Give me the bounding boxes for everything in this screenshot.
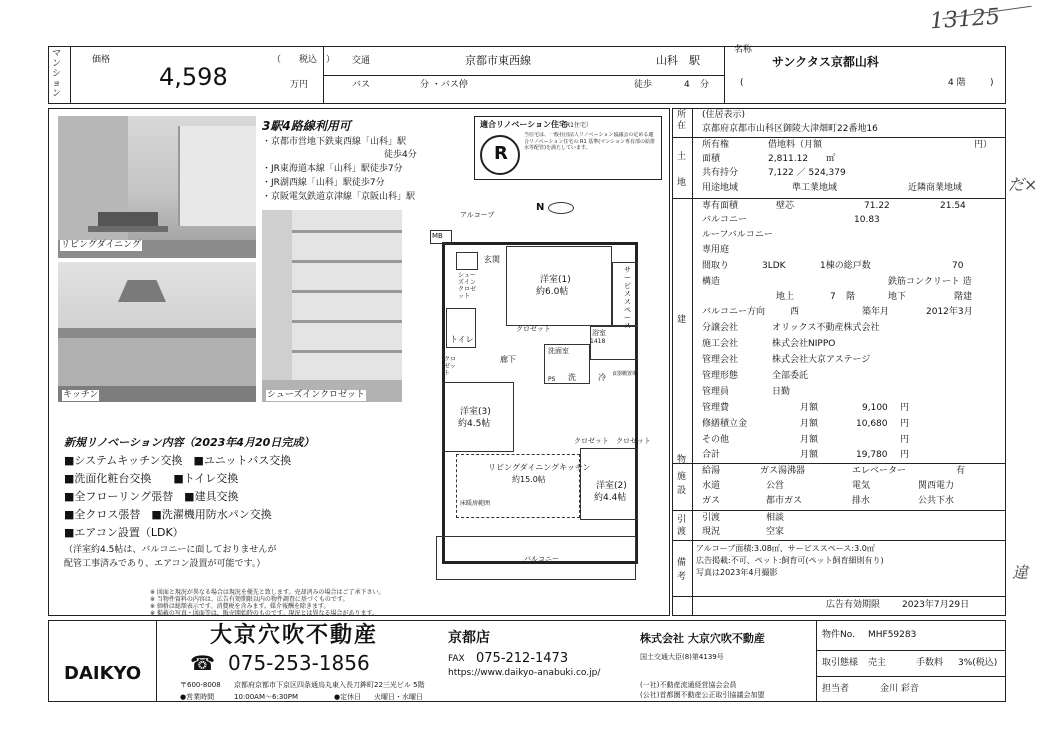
reserve-value: 10,680 — [856, 419, 888, 429]
fridge-label: 冷 — [598, 373, 606, 382]
branch-name: 京都店 — [448, 630, 490, 646]
hours-label: ●営業時間 — [180, 693, 215, 701]
share-value: 7,122 ／ 524,379 — [768, 168, 846, 178]
remarks-label: 備考 — [677, 558, 687, 582]
floor-text: 4 階 — [948, 78, 966, 88]
land-area-label: 面積 — [702, 154, 721, 164]
badge-description: 当住宅は、一般社団法人リノベーション協議会の定める適合リノベーション住宅の R1 基準(マンション専有部の給排水等配管)を満たしています。 — [524, 132, 655, 151]
website-url[interactable]: https://www.daikyo-anabuki.co.jp/ — [448, 668, 601, 678]
staff-value: 日勤 — [772, 387, 791, 397]
line-name: 京都市東西線 — [465, 54, 531, 67]
disclaimer-line: ※ 当物件資料の内容は、広告有効期限以内の物件調査に基づくものです。 — [150, 596, 349, 603]
remarks-line: 広告掲載:不可、ペット:飼育可(ペット飼育細則有り) — [696, 556, 884, 565]
handover-value: 相談 — [766, 513, 785, 523]
corp-name: 株式会社 大京穴吹不動産 — [640, 632, 765, 645]
reserve-monthly: 月額 — [800, 419, 819, 429]
washroom-label: 洗面室 — [548, 347, 569, 355]
renovation-item: ■全クロス張替 ■洗濯機用防水パン交換 — [64, 508, 272, 521]
photo-living-caption: リビングダイニング — [61, 240, 141, 250]
badge-mark: R — [494, 143, 508, 164]
total-monthly: 月額 — [800, 450, 819, 460]
remarks-line: アルコーブ面積:3.08㎡、サービススペース:3.0㎡ — [696, 544, 875, 553]
hotwater-label: 給湯 — [702, 466, 721, 476]
mgmt-type-label: 管理形態 — [702, 371, 739, 381]
room-1-size: 約6.0帖 — [536, 287, 569, 297]
closet-label: クロゼット — [516, 325, 551, 333]
property-name: サンクタス京都山科 — [772, 55, 879, 69]
building-label: 建物 — [677, 315, 687, 465]
share-label: 共有持分 — [702, 168, 739, 178]
expiry-value: 2023年7月29日 — [902, 600, 970, 610]
remarks-line: 写真は2023年4月撮影 — [696, 568, 778, 577]
other-yen: 円 — [900, 435, 910, 445]
photo-kitchen — [58, 262, 256, 402]
direction-label: バルコニー方向 — [702, 307, 766, 317]
property-type-label: マンション — [52, 49, 62, 99]
transport-label: 交通 — [352, 56, 371, 66]
room-1-label: 洋室(1) — [540, 275, 571, 285]
elevator-label: エレベーター — [852, 466, 907, 476]
commission-value: 3%(税込) — [958, 658, 998, 668]
electric-value: 関西電力 — [918, 481, 955, 491]
north-arrow-icon — [548, 202, 574, 214]
floor-area-label: 専有面積 — [702, 201, 739, 211]
person-value: 金川 彩音 — [880, 684, 919, 694]
floor-plan — [430, 196, 668, 588]
below-label: 地下 — [888, 292, 907, 302]
elevator-value: 有 — [956, 466, 966, 476]
bus-label: バス — [352, 80, 371, 90]
garden-label: 専用庭 — [702, 245, 730, 255]
built-label: 築年月 — [862, 307, 890, 317]
holiday-value: 火曜日・水曜日 — [374, 693, 423, 701]
balcony-label: バルコニー — [702, 215, 748, 225]
room-2-label: 洋室(2) — [596, 481, 627, 491]
closet-label: クロゼット — [444, 356, 457, 377]
association-1: (一社)不動産流通経営協会会員 — [640, 681, 737, 689]
floor-area-m2: 71.22 — [864, 201, 890, 211]
floor-area-tsubo: 21.54 — [940, 201, 966, 211]
bus-text: 分 ・バス停 — [420, 80, 468, 90]
water-label: 水道 — [702, 481, 721, 491]
shoes-closet-label: シューズインクロゼット — [458, 272, 477, 300]
item-no-label: 物件No. — [822, 630, 855, 640]
disclaimer-line: ※ 図面と現況が異なる場合は現況を優先と致します。売却済みの場合はご了承下さい。 — [150, 589, 385, 596]
hotwater-value: ガス湯沸器 — [760, 466, 806, 476]
zoning-label: 用途地域 — [702, 183, 739, 193]
entrance-label: 玄関 — [484, 255, 500, 264]
promo-headline: 3駅4路線利用可 — [262, 119, 351, 133]
expiry-label: 広告有効期限 — [826, 600, 881, 610]
walk-label: 徒歩 — [634, 80, 653, 90]
floors-unit: 階 — [846, 292, 856, 302]
renovation-title: 新規リノベーション内容（2023年4月20日完成） — [64, 436, 315, 449]
promo-line: ・JR東海道本線「山科」駅徒歩7分 — [262, 164, 403, 174]
layout-label: 間取り — [702, 261, 730, 271]
units-label: 1棟の総戸数 — [820, 261, 871, 271]
fax-label: FAX — [448, 654, 465, 664]
room-3-size: 約4.5帖 — [458, 419, 491, 429]
promo-line: ・JR湖西線「山科」駅徒歩7分 — [262, 178, 385, 188]
manager-value: 株式会社大京アステージ — [772, 355, 871, 365]
ownership-label: 所有権 — [702, 140, 730, 150]
total-yen: 円 — [900, 450, 910, 460]
structure-label: 構造 — [702, 277, 721, 287]
zip-code: 〒600-8008 — [180, 681, 221, 689]
location-label: 所在 — [677, 110, 687, 131]
balcony-label: バルコニー — [524, 555, 559, 563]
renovation-item: ■システムキッチン交換 ■ユニットバス交換 — [64, 454, 292, 467]
location-note: (住居表示) — [702, 110, 746, 120]
disclaimer-line: ※ 掲載の写真・図面等は、販売開始時のものです。現況とは異なる場合があります。 — [150, 610, 378, 617]
walk-minutes: 4 — [684, 80, 690, 90]
manager-label: 管理会社 — [702, 355, 739, 365]
badge-title: 適合リノベーション住宅 — [480, 120, 568, 129]
renovation-item: ■全フローリング張替 ■建具交換 — [64, 490, 239, 503]
ownership-unit: 円） — [974, 140, 993, 150]
service-space-label: サービススペース — [624, 266, 631, 330]
room-2-size: 約4.4帖 — [594, 493, 627, 503]
deal-value: 売主 — [868, 658, 887, 668]
handwritten-mark: だ× — [1008, 175, 1038, 194]
total-label: 合計 — [702, 450, 721, 460]
washer-label: 洗 — [568, 373, 576, 382]
photo-living — [58, 116, 256, 258]
renovation-note: （洋室約4.5帖は、バルコニーに面しておりませんが — [64, 545, 277, 555]
item-no-value: MHF59283 — [868, 630, 917, 640]
seller-value: オリックス不動産株式会社 — [772, 323, 880, 333]
price-unit: 万円 — [290, 80, 309, 90]
seller-label: 分譲会社 — [702, 323, 739, 333]
gas-label: ガス — [702, 496, 721, 506]
fee-label: 管理費 — [702, 403, 730, 413]
photo-closet-caption: シューズインクロゼット — [267, 390, 365, 400]
ldk-label: リビングダイニングキッチン — [488, 463, 591, 472]
drain-label: 排水 — [852, 496, 871, 506]
status-value: 空家 — [766, 527, 785, 537]
other-label: その他 — [702, 435, 730, 445]
units-value: 70 — [952, 261, 964, 271]
disclaimer-line: ※ 価格は総額表示です。消費税を含みます。媒介報酬を除きます。 — [150, 603, 330, 610]
status-label: 現況 — [702, 527, 721, 537]
ownership-value: 借地料（月額 — [768, 140, 823, 150]
daikyo-logo: DAIKYO — [64, 663, 142, 684]
handover-sub-label: 引渡 — [702, 513, 721, 523]
mb-label: MB — [432, 232, 443, 240]
renovation-note: 配管工事済みであり、エアコン設置が可能です。） — [64, 559, 266, 569]
staff-label: 管理員 — [702, 387, 730, 397]
renovation-item: ■エアコン設置（LDK） — [64, 526, 184, 539]
floor-close: ) — [990, 78, 994, 88]
floors-unit-2: 階建 — [954, 292, 973, 302]
water-value: 公営 — [766, 481, 785, 491]
fee-value: 9,100 — [862, 403, 888, 413]
facility-label: 施設 — [677, 472, 687, 496]
station-name: 山科 駅 — [656, 54, 700, 67]
person-label: 担当者 — [822, 684, 850, 694]
electric-label: 電気 — [852, 481, 871, 491]
total-value: 19,780 — [856, 450, 888, 460]
license-number: 国土交通大臣(8)第4139号 — [640, 653, 724, 661]
deal-label: 取引態様 — [822, 658, 859, 668]
walk-unit: 分 — [700, 80, 710, 90]
promo-line: ・京都市営地下鉄東西線「山科」駅 — [262, 137, 407, 147]
price-label: 価格 — [92, 55, 111, 65]
fee-yen: 円 — [900, 403, 910, 413]
reserve-label: 修繕積立金 — [702, 419, 748, 429]
toilet-label: トイレ — [450, 335, 474, 344]
handwritten-note: 13125 — [929, 4, 1001, 35]
tax-label: （ 税込 ） — [272, 55, 336, 65]
badge-sub: （R1住宅） — [560, 122, 592, 129]
land-label: 土地 — [677, 152, 687, 188]
above-label: 地上 — [776, 292, 795, 302]
handover-label: 引渡 — [677, 515, 687, 537]
ldk-size: 約15.0帖 — [512, 475, 546, 484]
hall-label: 廊下 — [500, 355, 516, 364]
name-label: 名称 — [734, 45, 753, 55]
drain-value: 公共下水 — [918, 496, 955, 506]
fee-monthly: 月額 — [800, 403, 819, 413]
company-name: 大京穴吹不動産 — [210, 623, 379, 648]
alcove-label: アルコーブ — [460, 211, 495, 219]
layout-value: 3LDK — [762, 261, 786, 271]
other-monthly: 月額 — [800, 435, 819, 445]
zoning-1: 準工業地域 — [792, 183, 838, 193]
zoning-2: 近隣商業地域 — [908, 183, 963, 193]
balcony-value: 10.83 — [854, 215, 880, 225]
entrance — [456, 252, 478, 270]
direction-value: 西 — [790, 307, 800, 317]
association-2: (公社)首都圏不動産公正取引協議会加盟 — [640, 691, 765, 699]
floor-heating-label: 床暖房範囲 — [460, 500, 491, 507]
address: 京都府京都市山科区御陵大津畑町22番地16 — [702, 124, 878, 134]
office-address: 京都府京都市下京区四条通烏丸東入長刀鉾町22三光ビル 5階 — [234, 681, 425, 689]
hours-value: 10:00AM〜6:30PM — [234, 693, 298, 701]
closet-label: クロゼット — [616, 437, 651, 445]
dish-cabinet-label: 食器棚置場 — [612, 371, 638, 377]
tel-number[interactable]: 075-253-1856 — [228, 651, 370, 675]
holiday-label: ●定休日 — [334, 693, 362, 701]
photo-kitchen-caption: キッチン — [63, 390, 99, 400]
north-label: N — [536, 202, 545, 213]
structure-value: 鉄筋コンクリート 造 — [888, 277, 972, 287]
gas-value: 都市ガス — [766, 496, 803, 506]
builder-label: 施工会社 — [702, 339, 739, 349]
reserve-yen: 円 — [900, 419, 910, 429]
roof-label: ルーフバルコニー — [702, 230, 773, 240]
bathroom-size: 1418 — [590, 338, 606, 345]
land-area-value: 2,811.12 — [768, 154, 809, 164]
commission-label: 手数料 — [916, 658, 944, 668]
handwritten-mark: 違 — [1012, 563, 1029, 582]
renovation-item: ■洗面化粧台交換 ■トイレ交換 — [64, 472, 239, 485]
closet-label: クロゼット — [574, 437, 609, 445]
land-area-unit: ㎡ — [826, 154, 836, 164]
above-value: 7 — [830, 292, 836, 302]
phone-icon: ☎ — [190, 651, 215, 675]
mgmt-type-value: 全部委託 — [772, 371, 809, 381]
promo-line: ・京阪電気鉄道京津線「京阪山科」駅 — [262, 192, 416, 202]
photo-closet — [262, 210, 402, 402]
promo-line: 徒歩4分 — [384, 150, 417, 160]
floor-open: ( — [740, 78, 744, 88]
price-value: 4,598 — [159, 63, 228, 91]
fax-number: 075-212-1473 — [476, 651, 569, 666]
room-3-label: 洋室(3) — [460, 407, 491, 417]
floor-area-type: 壁芯 — [776, 201, 795, 211]
built-value: 2012年3月 — [926, 307, 973, 317]
ps-label: PS — [548, 376, 556, 383]
builder-value: 株式会社NIPPO — [772, 339, 836, 349]
bathroom-label: 浴室 — [592, 329, 606, 337]
